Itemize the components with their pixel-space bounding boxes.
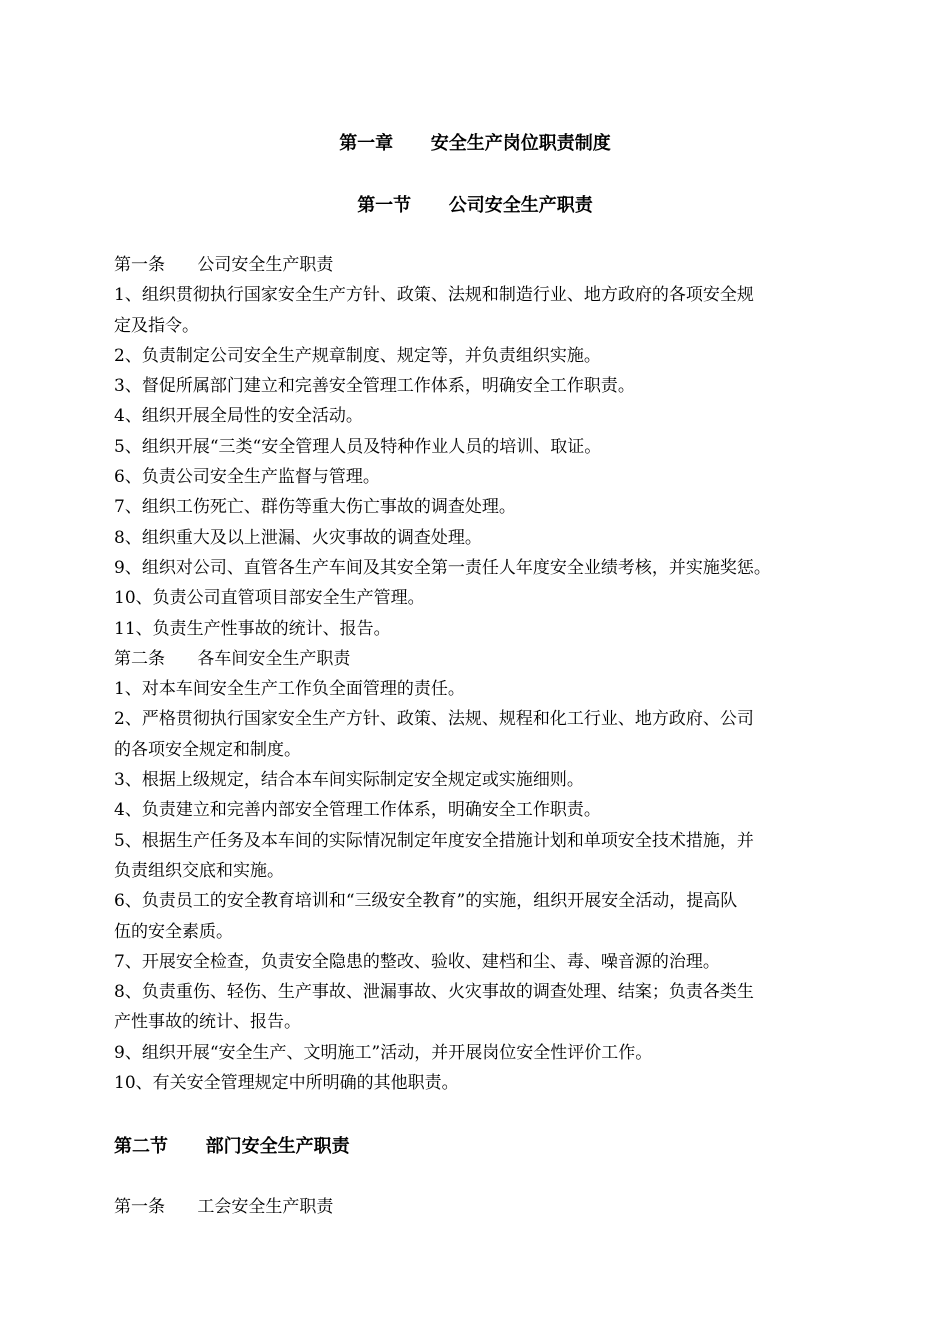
text-line: 的各项安全规定和制度。 bbox=[114, 739, 301, 760]
text-line: 2、负责制定公司安全生产规章制度、规定等，并负责组织实施。 bbox=[114, 345, 601, 366]
text-line: 8、负责重伤、轻伤、生产事故、泄漏事故、火灾事故的调查处理、结案；负责各类生 bbox=[114, 982, 754, 1003]
section-title-2: 第二节 部门安全生产职责 bbox=[114, 1136, 350, 1157]
text-line: 5、组织开展“三类“安全管理人员及特种作业人员的培训、取证。 bbox=[114, 436, 602, 457]
text-line: 7、开展安全检查，负责安全隐患的整改、验收、建档和尘、毒、噪音源的治理。 bbox=[114, 951, 720, 972]
text-line: 8、组织重大及以上泄漏、火灾事故的调查处理。 bbox=[114, 527, 482, 548]
text-line: 6、负责员工的安全教育培训和“三级安全教育”的实施，组织开展安全活动，提高队 bbox=[114, 891, 738, 912]
text-line: 4、负责建立和完善内部安全管理工作体系，明确安全工作职责。 bbox=[114, 800, 601, 821]
text-line: 1、组织贯彻执行国家安全生产方针、政策、法规和制造行业、地方政府的各项安全规 bbox=[114, 285, 754, 306]
text-line: 4、组织开展全局性的安全活动。 bbox=[114, 406, 363, 427]
body-text bbox=[114, 250, 850, 1098]
chapter-title: 第一章 安全生产岗位职责制度 bbox=[339, 133, 611, 154]
text-line: 6、负责公司安全生产监督与管理。 bbox=[114, 467, 380, 488]
text-line: 3、督促所属部门建立和完善安全管理工作体系，明确安全工作职责。 bbox=[114, 376, 635, 397]
article-heading: 第一条 公司安全生产职责 bbox=[114, 255, 334, 275]
text-line: 产性事故的统计、报告。 bbox=[114, 1012, 301, 1033]
text-line: 9、组织开展“安全生产、文明施工”活动，并开展岗位安全性评价工作。 bbox=[114, 1042, 653, 1063]
text-line: 11、负责生产性事故的统计、报告。 bbox=[114, 618, 391, 639]
text-line: 2、严格贯彻执行国家安全生产方针、政策、法规、规程和化工行业、地方政府、公司 bbox=[114, 709, 754, 730]
text-line: 3、根据上级规定，结合本车间实际制定安全规定或实施细则。 bbox=[114, 770, 584, 791]
text-line: 9、组织对公司、直管各生产车间及其安全第一责任人年度安全业绩考核，并实施奖惩。 bbox=[114, 557, 771, 578]
article-heading: 第二条 各车间安全生产职责 bbox=[114, 648, 351, 669]
text-line: 定及指令。 bbox=[114, 315, 199, 336]
text-line: 7、组织工伤死亡、群伤等重大伤亡事故的调查处理。 bbox=[114, 497, 516, 518]
text-line: 10、有关安全管理规定中所明确的其他职责。 bbox=[114, 1073, 459, 1094]
text-line: 伍的安全素质。 bbox=[114, 921, 233, 942]
section-title-1: 第一节 公司安全生产职责 bbox=[357, 195, 593, 216]
text-line: 负责组织交底和实施。 bbox=[114, 860, 284, 881]
text-line: 1、对本车间安全生产工作负全面管理的责任。 bbox=[114, 679, 465, 700]
text-line: 5、根据生产任务及本车间的实际情况制定年度安全措施计划和单项安全技术措施，并 bbox=[114, 830, 754, 851]
article-heading: 第一条 工会安全生产职责 bbox=[114, 1197, 334, 1217]
text-line: 10、负责公司直管项目部安全生产管理。 bbox=[114, 588, 425, 609]
